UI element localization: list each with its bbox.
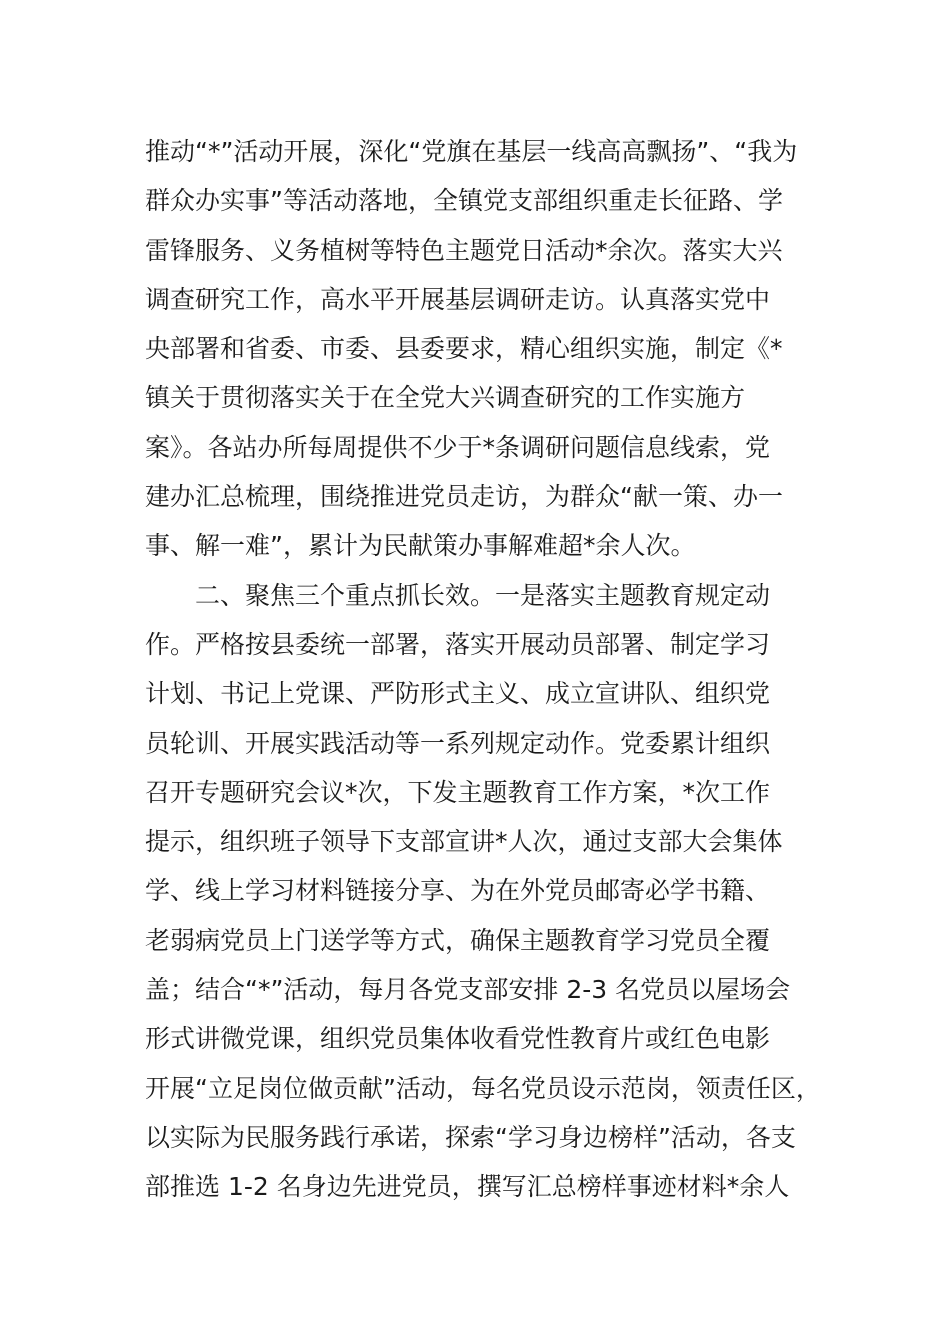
text-line: 老弱病党员上门送学等方式，确保主题教育学习党员全覆: [145, 925, 771, 955]
text-line: 央部署和省委、市委、县委要求，精心组织实施，制定《*: [145, 334, 783, 364]
text-line: 开展“立足岗位做贡献”活动，每名党员设示范岗，领责任区，: [145, 1073, 821, 1103]
text-line: 提示，组织班子领导下支部宣讲*人次，通过支部大会集体: [145, 827, 783, 857]
text-line: 以实际为民服务践行承诺，探索“学习身边榜样”活动，各支: [145, 1122, 796, 1152]
text-line: 部推选 1-2 名身边先进党员，撰写汇总榜样事迹材料*余人: [145, 1172, 790, 1202]
text-line: 召开专题研究会议*次，下发主题教育工作方案，*次工作: [145, 777, 771, 807]
section-heading-line: 二、聚焦三个重点抓长效。一是落实主题教育规定动: [195, 580, 771, 610]
text-line: 学、线上学习材料链接分享、为在外党员邮寄必学书籍、: [145, 876, 771, 906]
text-line: 盖；结合“*”活动，每月各党支部安排 2-3 名党员以屋场会: [145, 975, 791, 1005]
text-line: 镇关于贯彻落实关于在全党大兴调查研究的工作实施方: [145, 383, 746, 413]
text-line: 雷锋服务、义务植树等特色主题党日活动*余次。落实大兴: [145, 235, 783, 265]
text-line: 建办汇总梳理，围绕推进党员走访，为群众“献一策、办一: [145, 482, 783, 512]
text-line: 形式讲微党课，组织党员集体收看党性教育片或红色电影: [145, 1024, 771, 1054]
text-line: 调查研究工作，高水平开展基层调研走访。认真落实党中: [145, 284, 771, 314]
text-line: 员轮训、开展实践活动等一系列规定动作。党委累计组织: [145, 728, 771, 758]
text-line: 计划、书记上党课、严防形式主义、成立宣讲队、组织党: [145, 679, 771, 709]
document-body: [145, 127, 845, 1212]
text-line: 推动“*”活动开展，深化“党旗在基层一线高高飘扬”、“我为: [145, 137, 798, 166]
text-line: 群众办实事”等活动落地，全镇党支部组织重走长征路、学: [145, 186, 783, 216]
text-line: 事、解一难”，累计为民献策办事解难超*余人次。: [145, 531, 696, 561]
text-line: 作。严格按县委统一部署，落实开展动员部署、制定学习: [145, 629, 771, 659]
text-line: 案》。各站办所每周提供不少于*条调研问题信息线索，党: [145, 432, 771, 462]
